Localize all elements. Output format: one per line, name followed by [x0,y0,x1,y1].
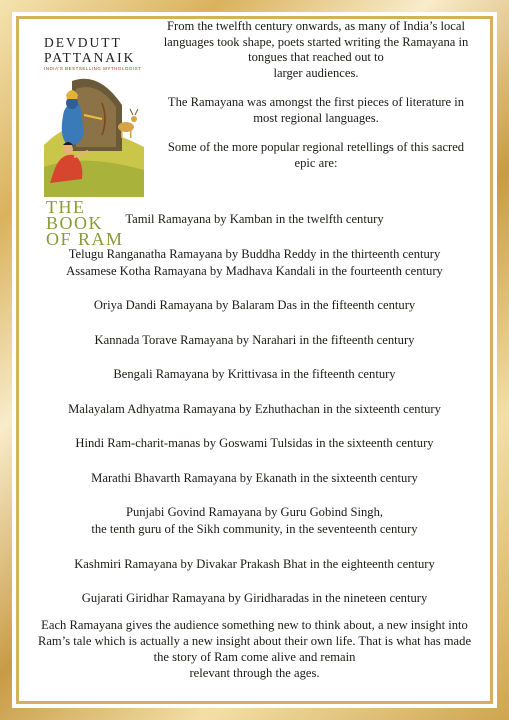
closing-paragraph [23,617,486,681]
author-tagline: INDIA'S BESTSELLING MYTHOLOGIST [44,66,142,71]
intro-line: languages took shape, poets started writing the Ramayana in [163,34,469,49]
intro-paragraph-3 [152,140,480,171]
cover-illustration [44,75,144,197]
intro-line: most regional languages. [253,110,379,125]
list-item-punjabi-1: Punjabi Govind Ramayana by Guru Gobind Singh, [125,505,384,519]
list-item: Gujarati Giridhar Ramayana by Giridharadas in the nineteen century [81,591,428,605]
intro-paragraph-2 [152,95,480,126]
author-last: PATTANAIK [44,50,136,65]
closing-line: Each Ramayana gives the audience something new to think about, a new insight into [41,618,468,632]
list-item: Bengali Ramayana by Krittivasa in the fifteenth century [113,367,396,381]
list-item: Hindi Ram-charit-manas by Goswami Tulsidas in the sixteenth century [75,436,434,450]
list-item [19,504,490,538]
closing-line: Ram’s tale which is actually a new insight about their own life. That is what has made [37,634,472,648]
closing-line: the story of Ram come alive and remain [153,650,356,664]
intro-line: From the twelfth century onwards, as many of India’s local [167,19,465,33]
list-item: Tamil Ramayana by Kamban in the twelfth century [125,212,384,226]
intro-text [152,19,480,171]
title-line-2: OF RAM [46,229,124,249]
intro-line: larger audiences. [273,65,359,80]
retellings-list [19,211,490,625]
list-item-assamese: Assamese Kotha Ramayana by Madhava Kandali in the fourteenth century [66,263,443,278]
content-panel [16,16,493,704]
closing-line: relevant through the ages. [189,666,320,680]
book-cover [44,35,144,249]
gold-frame [12,12,497,708]
list-item-telugu: Telugu Ranganatha Ramayana by Buddha Reddy in the thirteenth century [68,246,441,261]
list-item: Kannada Torave Ramayana by Narahari in the fifteenth century [94,332,415,347]
intro-line: Some of the more popular regional retellings of this sacred [167,140,465,154]
list-item [19,246,490,280]
closing-text [23,617,486,681]
intro-line: The Ramayana was amongst the first pieces of literature in [167,95,465,109]
author-name [44,35,144,65]
intro-line: epic are: [294,155,338,170]
list-item: Marathi Bhavarth Ramayana by Ekanath in the sixteenth century [91,470,418,485]
list-item-punjabi-2: the tenth guru of the Sikh community, in the seventeenth century [91,522,418,536]
title-line-1: THE BOOK [46,197,104,233]
author-first: DEVDUTT [44,35,122,50]
intro-line: tongues that reached out to [248,50,384,64]
intro-paragraph-1 [152,19,480,81]
list-item: Kashmiri Ramayana by Divakar Prakash Bhat in the eighteenth century [74,556,435,571]
list-item: Malayalam Adhyatma Ramayana by Ezhuthachan in the sixteenth century [68,401,441,416]
list-item: Oriya Dandi Ramayana by Balaram Das in the fifteenth century [93,298,416,312]
